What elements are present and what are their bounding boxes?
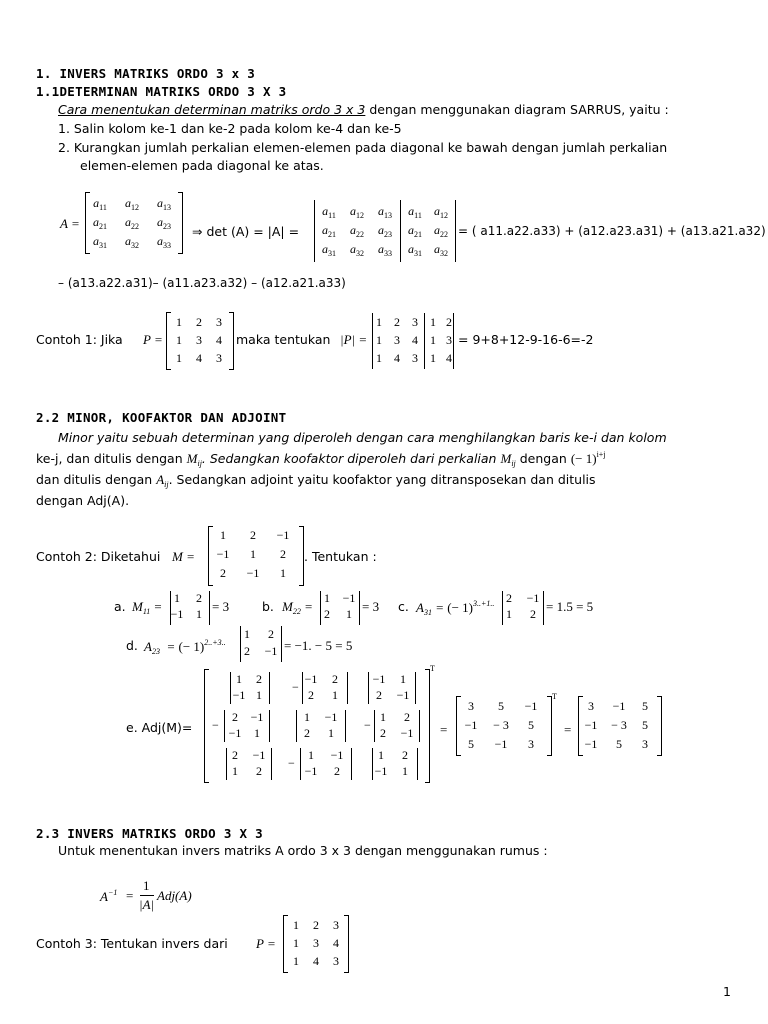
item-c-result: = 1.5 = 5 (546, 599, 594, 614)
cofactor-transpose-mark: T (430, 664, 435, 673)
example-2-m: M = (172, 549, 195, 564)
inverse-formula-eq: = (126, 888, 134, 903)
minor-para-seg-b: . Sedangkan koofaktor diperoleh dari perkalian (201, 451, 497, 466)
step-1: 1. Salin kolom ke-1 dan ke-2 pada kolom ke-4 dan ke-5 (58, 121, 402, 136)
item-b-result: = 3 (362, 599, 380, 614)
inverse-formula-lhs: $A^{-1}$ (100, 888, 118, 904)
intro-rest: dengan menggunakan diagram SARRUS, yaitu : (365, 102, 669, 117)
minor-para-seg-a: ke-j, dan ditulis dengan (36, 451, 183, 466)
section-2-title: 2.2 MINOR, KOOFAKTOR DAN ADJOINT (36, 410, 287, 425)
example-3-p: P = (256, 936, 276, 951)
item-d-label: d. (126, 638, 138, 653)
step-2-cont: elemen-elemen pada diagonal ke atas. (80, 158, 324, 173)
item-d-result: = −1. − 5 = 5 (284, 638, 353, 653)
sign-factor: (− 1)$^{i+j}$ (570, 450, 606, 466)
section-3-title: 2.3 INVERS MATRIKS ORDO 3 X 3 (36, 826, 263, 841)
inverse-formula-adj: Adj(A) (157, 888, 192, 903)
minor-symbol-2: $M_{ij}$ (500, 451, 516, 468)
example-1-label: Contoh 1: Jika (36, 332, 123, 347)
formula-a-lhs: A = (60, 216, 80, 231)
item-d-symbol: $A_{23}$ = (− 1)$^{2..+3..}$ (144, 638, 226, 656)
fraction-bar (140, 895, 154, 896)
item-a-label: a. (114, 599, 126, 614)
section-1-1-title: 1.1DETERMINAN MATRIKS ORDO 3 X 3 (36, 84, 287, 99)
example-1-result: = 9+8+12-9-16-6=-2 (458, 332, 594, 347)
example-1-abs-p: |P| = (340, 332, 368, 347)
minor-symbol: $M_{ij}$ (186, 451, 202, 468)
inverse-formula-den: |A| (139, 897, 155, 912)
item-e-label: e. Adj(M)= (126, 720, 193, 735)
step-2: 2. Kurangkan jumlah perkalian elemen-elemen pada diagonal ke bawah dengan jumlah perkalian (58, 140, 668, 155)
adj-eq-2: = (564, 722, 572, 737)
minor-para-line-1: Minor yaitu sebuah determinan yang diperoleh dengan cara menghilangkan baris ke-i dan kolom (58, 430, 667, 445)
item-b-label: b. (262, 599, 274, 614)
formula-det-arrow: ⇒ det (A) = |A| = (192, 224, 300, 239)
item-c-symbol: $A_{31}$ = (− 1)$^{3..+1..}$ (416, 599, 495, 617)
intro-line (58, 102, 669, 117)
intro-underlined: Cara menentukan determinan matriks ordo 3 x 3 (58, 102, 366, 117)
example-2-tail: . Tentukan : (304, 549, 377, 564)
item-c-label: c. (398, 599, 409, 614)
example-3-label: Contoh 3: Tentukan invers dari (36, 936, 228, 951)
item-a-result: = 3 (212, 599, 230, 614)
adj-eq-1: = (440, 722, 448, 737)
formula-rhs: = ( a11.a22.a33) + (a12.a23.a31) + (a13.a21.a32) (458, 224, 766, 238)
minor-para-seg-c: dengan (519, 451, 567, 466)
values-transpose-mark: T (552, 692, 557, 701)
inverse-formula-num: 1 (143, 878, 150, 893)
minor-para-line-2 (36, 450, 606, 468)
example-1-p: P = (143, 332, 163, 347)
item-a-symbol: $M_{11}$ = (132, 599, 163, 616)
example-1-mid: maka tentukan (236, 332, 331, 347)
minor-para-seg-e: . Sedangkan adjoint yaitu koofaktor yang ditransposekan dan ditulis (168, 472, 596, 487)
inverse-para: Untuk menentukan invers matriks A ordo 3 x 3 dengan menggunakan rumus : (58, 843, 548, 858)
section-1-title: 1. INVERS MATRIKS ORDO 3 x 3 (36, 66, 256, 81)
page-number: 1 (723, 984, 731, 999)
formula-line-2: – (a13.a22.a31)– (a11.a23.a32) – (a12.a21.a33) (58, 276, 346, 290)
minor-para-line-4: dengan Adj(A). (36, 493, 130, 508)
minor-para-line-3 (36, 472, 596, 489)
item-b-symbol: $M_{22}$ = (282, 599, 313, 616)
example-2-label: Contoh 2: Diketahui (36, 549, 161, 564)
sarrus-divider (400, 200, 401, 262)
cofactor-symbol: $A_{ij}$ (156, 472, 169, 489)
minor-para-seg-d: dan ditulis dengan (36, 472, 153, 487)
